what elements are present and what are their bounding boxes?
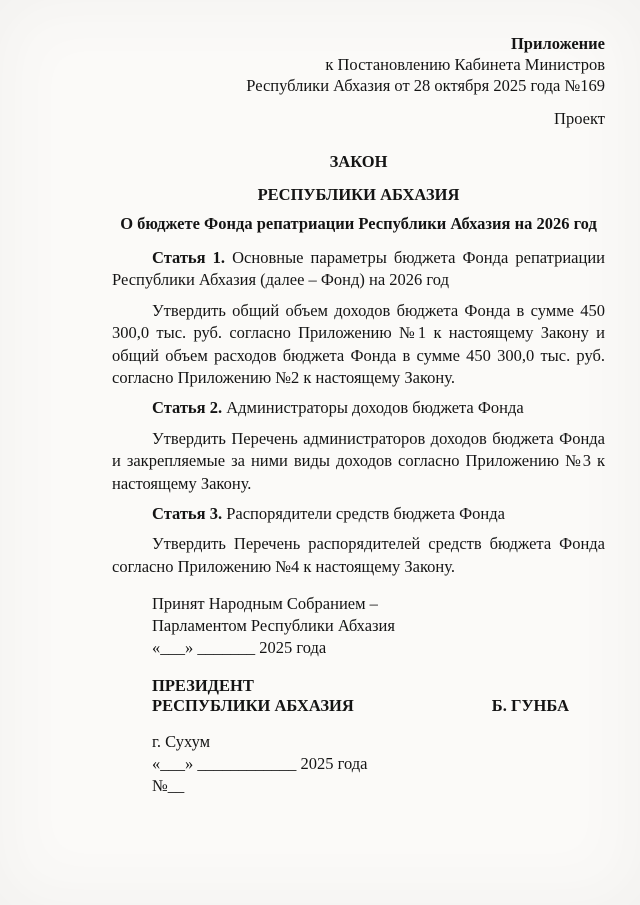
article-1-label: Статья 1. [152,248,226,267]
signature-row [112,676,605,715]
article-3-title: Распорядители средств бюджета Фонда [226,504,505,524]
law-subject-title: О бюджете Фонда репатриации Республики Абхазия на 2026 год [120,214,597,233]
article-2-label: Статья 2. [152,398,223,418]
signature-date-blank: «___» ____________ 2025 года [152,754,368,774]
president-name: Б. ГУНБА [491,695,569,715]
draft-label: Проект [554,109,605,128]
president-title-line-1: ПРЕЗИДЕНТ [152,676,254,696]
law-articles [112,247,605,578]
city-date-block [152,731,605,797]
republic-title: РЕСПУБЛИКИ АБХАЗИЯ [257,185,460,204]
article-3-body: Утвердить Перечень распорядителей средств бюджета Фонда согласно Приложению №4 к настоящему Закону. [112,534,605,576]
president-title-line-2: РЕСПУБЛИКИ АБХАЗИЯ [152,695,354,715]
appendix-line-2: к Постановлению Кабинета Министров [325,55,605,74]
article-2-heading [112,397,605,419]
article-3-heading [112,503,605,525]
appendix-line-3: Республики Абхазия от 28 октября 2025 года №169 [246,76,605,95]
adoption-line-2: Парламентом Республики Абхазия [152,616,395,636]
article-1-heading [112,247,605,292]
appendix-label: Приложение [510,34,605,53]
article-2-body: Утвердить Перечень администраторов доходов бюджета Фонда и закрепляемые за ними виды доходов согласно Приложению №3 к настоящему Закону. [112,428,605,493]
adoption-line-1: Принят Народным Собранием – [152,594,378,614]
article-2-title: Администраторы доходов бюджета Фонда [226,398,524,418]
document-number-blank: №__ [152,776,185,796]
adoption-block [152,593,605,659]
article-1-title: Основные параметры бюджета Фонда репатриации Республики Абхазия (далее – Фонд) на 2026 год [112,248,605,290]
adoption-date-blank: «___» _______ 2025 года [152,638,327,658]
article-1-body: Утвердить общий объем доходов бюджета Фонда в сумме 450 300,0 тыс. руб. согласно Приложению №1 к настоящему Закону и общий объем расходов бюджета Фонда в сумме 450 300,0 тыс. руб. согласно Приложению №2 к настоящему Закону. [112,300,605,388]
city-line: г. Сухум [152,732,211,752]
appendix-header [112,33,605,96]
article-3-label: Статья 3. [152,504,223,524]
law-title: ЗАКОН [329,152,388,171]
president-title-block [152,676,354,715]
